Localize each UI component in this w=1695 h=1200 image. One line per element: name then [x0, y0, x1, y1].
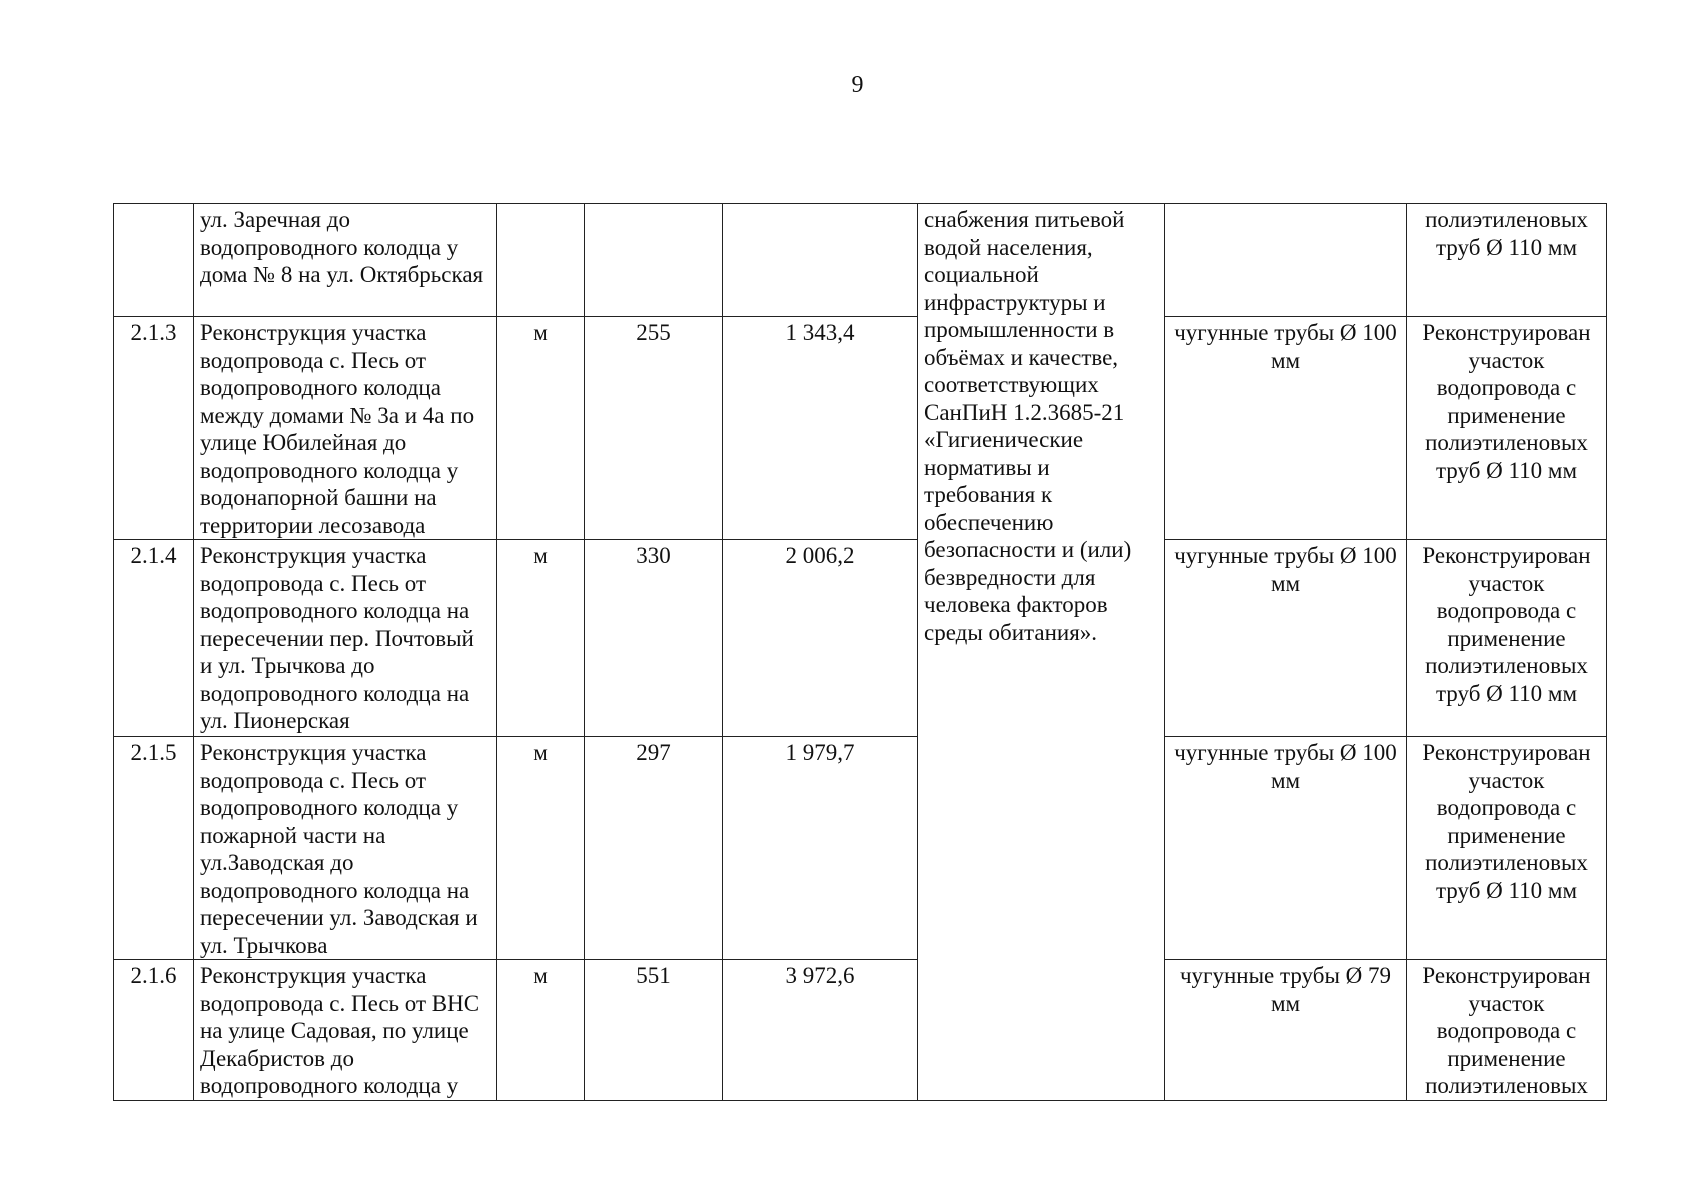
- row-number: 2.1.4: [114, 540, 194, 737]
- row-quantity: 551: [585, 960, 723, 1101]
- row-existing-pipes: чугунные трубы Ø 100 мм: [1165, 540, 1407, 737]
- row-result: полиэтиленовых труб Ø 110 мм: [1407, 204, 1607, 317]
- row-existing-pipes: чугунные трубы Ø 100 мм: [1165, 317, 1407, 540]
- row-quantity: 255: [585, 317, 723, 540]
- table-row-continuation: [114, 204, 1607, 317]
- row-unit: м: [497, 540, 585, 737]
- row-number: [114, 204, 194, 317]
- row-number: 2.1.5: [114, 737, 194, 960]
- row-cost: 1 979,7: [723, 737, 918, 960]
- row-quantity: [585, 204, 723, 317]
- table-row: [114, 540, 1607, 737]
- row-unit: м: [497, 317, 585, 540]
- goal-description: снабжения питьевой водой населения, социальной инфраструктуры и промышленности в объёмах и качестве, соответствующих СанПиН 1.2.3685-21 «Гигиенические нормативы и требования к обеспечению безопасности и (или) безвредности для человека факторов среды обитания».: [918, 204, 1165, 1101]
- page-number: 9: [851, 72, 864, 98]
- row-cost: [723, 204, 918, 317]
- row-result: Реконструирован участок водопровода с применение полиэтиленовых труб Ø 110 мм: [1407, 737, 1607, 960]
- row-existing-pipes: чугунные трубы Ø 79 мм: [1165, 960, 1407, 1101]
- row-number: 2.1.3: [114, 317, 194, 540]
- row-description: Реконструкция участка водопровода с. Песь от водопроводного колодца у пожарной части на ул.Заводская до водопроводного колодца на пересечении ул. Заводская и ул. Трычкова: [194, 737, 497, 960]
- row-cost: 3 972,6: [723, 960, 918, 1101]
- row-existing-pipes: [1165, 204, 1407, 317]
- row-result: Реконструирован участок водопровода с применение полиэтиленовых: [1407, 960, 1607, 1101]
- row-description: Реконструкция участка водопровода с. Песь от водопроводного колодца на пересечении пер. Почтовый и ул. Трычкова до водопроводного колодца на ул. Пионерская: [194, 540, 497, 737]
- row-unit: м: [497, 737, 585, 960]
- row-cost: 2 006,2: [723, 540, 918, 737]
- row-result: Реконструирован участок водопровода с применение полиэтиленовых труб Ø 110 мм: [1407, 317, 1607, 540]
- table-row: [114, 317, 1607, 540]
- row-description: Реконструкция участка водопровода с. Песь от ВНС на улице Садовая, по улице Декабристов до водопроводного колодца у: [194, 960, 497, 1101]
- row-description: ул. Заречная до водопроводного колодца у дома № 8 на ул. Октябрьская: [194, 204, 497, 317]
- row-quantity: 297: [585, 737, 723, 960]
- row-existing-pipes: чугунные трубы Ø 100 мм: [1165, 737, 1407, 960]
- row-result: Реконструирован участок водопровода с применение полиэтиленовых труб Ø 110 мм: [1407, 540, 1607, 737]
- row-unit: м: [497, 960, 585, 1101]
- row-quantity: 330: [585, 540, 723, 737]
- table-row: [114, 960, 1607, 1101]
- row-unit: [497, 204, 585, 317]
- row-cost: 1 343,4: [723, 317, 918, 540]
- works-table: [113, 203, 1607, 1101]
- row-description: Реконструкция участка водопровода с. Песь от водопроводного колодца между домами № 3а и 4а по улице Юбилейная до водопроводного колодца у водонапорной башни на территории лесозавода: [194, 317, 497, 540]
- row-number: 2.1.6: [114, 960, 194, 1101]
- table-row: [114, 737, 1607, 960]
